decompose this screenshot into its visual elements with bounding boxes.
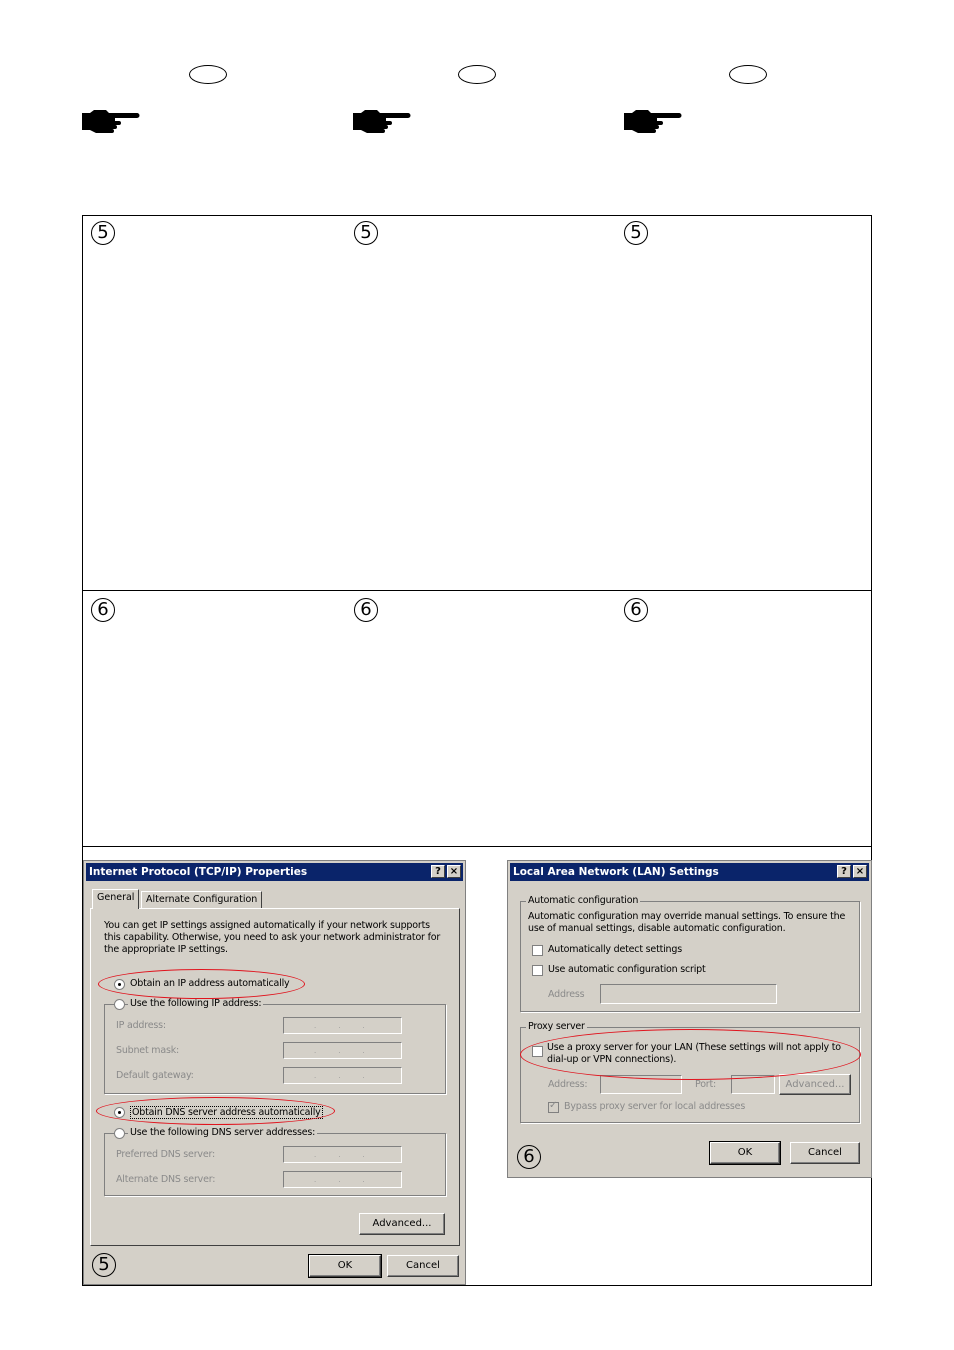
alternate-dns-field[interactable]: ... — [283, 1171, 402, 1188]
highlight-oval — [520, 1029, 861, 1080]
section-divider — [82, 590, 872, 591]
auto-detect-checkbox[interactable] — [532, 945, 543, 956]
script-address-label: Address — [548, 989, 585, 1000]
pointing-hand-icon — [80, 107, 140, 137]
cancel-button[interactable]: Cancel — [387, 1255, 459, 1277]
step-number: 6 — [517, 1145, 541, 1169]
ip-address-label: IP address: — [116, 1020, 166, 1031]
highlight-oval — [98, 969, 305, 999]
use-dns-radio[interactable] — [114, 1128, 125, 1139]
bypass-label[interactable]: Bypass proxy server for local addresses — [564, 1101, 746, 1112]
cancel-button[interactable]: Cancel — [790, 1142, 860, 1164]
tab-general[interactable]: General — [92, 889, 139, 909]
language-marker-2 — [458, 65, 496, 84]
highlight-oval — [96, 1097, 335, 1125]
close-button[interactable]: × — [853, 865, 867, 878]
subnet-mask-label: Subnet mask: — [116, 1045, 180, 1056]
step-number: 5 — [354, 221, 378, 245]
port-label: Port: — [695, 1079, 717, 1090]
step-number: 5 — [624, 221, 648, 245]
ok-button[interactable]: OK — [710, 1142, 780, 1164]
step-number: 6 — [91, 598, 115, 622]
auto-config-text: use of manual settings, disable automatic configuration. — [528, 923, 786, 934]
proxy-address-label: Address: — [548, 1079, 588, 1090]
bypass-checkbox[interactable] — [548, 1102, 559, 1113]
tcpip-properties-dialog — [83, 860, 466, 1285]
step-number: 6 — [354, 598, 378, 622]
use-script-checkbox[interactable] — [532, 965, 543, 976]
step-number: 5 — [91, 221, 115, 245]
default-gateway-label: Default gateway: — [116, 1070, 194, 1081]
alternate-dns-label: Alternate DNS server: — [116, 1174, 216, 1185]
script-address-field[interactable] — [600, 984, 777, 1004]
use-ip-radio[interactable] — [114, 999, 125, 1010]
dialog-title: Internet Protocol (TCP/IP) Properties ? × — [86, 863, 463, 881]
language-marker-3 — [729, 65, 767, 84]
use-proxy-label[interactable]: Use a proxy server for your LAN (These settings will not apply to — [547, 1042, 841, 1053]
auto-config-text: Automatic configuration may override manual settings. To ensure the — [528, 911, 846, 922]
ok-button[interactable]: OK — [309, 1255, 381, 1277]
use-script-label[interactable]: Use automatic configuration script — [548, 964, 706, 975]
use-proxy-label[interactable]: dial-up or VPN connections). — [547, 1054, 677, 1065]
subnet-mask-field[interactable]: ... — [283, 1042, 402, 1059]
close-button[interactable]: × — [447, 865, 461, 878]
ip-address-field[interactable]: ... — [283, 1017, 402, 1034]
preferred-dns-label: Preferred DNS server: — [116, 1149, 216, 1160]
intro-text: this capability. Otherwise, you need to ask your network administrator for — [104, 932, 441, 943]
obtain-ip-label[interactable]: Obtain an IP address automatically — [130, 978, 290, 989]
intro-text: You can get IP settings assigned automatically if your network supports — [104, 920, 430, 931]
default-gateway-field[interactable]: ... — [283, 1067, 402, 1084]
intro-text: the appropriate IP settings. — [104, 944, 228, 955]
advanced-button[interactable]: Advanced... — [359, 1213, 445, 1235]
tab-alternate-configuration[interactable]: Alternate Configuration — [141, 891, 262, 909]
use-ip-label[interactable]: Use the following IP address: — [130, 998, 262, 1009]
proxy-advanced-button[interactable]: Advanced... — [779, 1074, 851, 1095]
help-button[interactable]: ? — [431, 865, 445, 878]
step-number: 6 — [624, 598, 648, 622]
dialog-title: Local Area Network (LAN) Settings ? × — [510, 863, 869, 881]
help-button[interactable]: ? — [837, 865, 851, 878]
pointing-hand-icon — [351, 107, 411, 137]
preferred-dns-field[interactable]: ... — [283, 1146, 402, 1163]
language-marker-1 — [189, 65, 227, 84]
group-label: Automatic configuration — [528, 895, 639, 906]
obtain-dns-label[interactable]: Obtain DNS server address automatically — [132, 1107, 321, 1118]
pointing-hand-icon — [622, 107, 682, 137]
auto-detect-label[interactable]: Automatically detect settings — [548, 944, 682, 955]
group-label: Proxy server — [528, 1021, 585, 1032]
section-divider — [82, 846, 872, 847]
step-number: 5 — [92, 1253, 116, 1277]
use-dns-label[interactable]: Use the following DNS server addresses: — [130, 1127, 316, 1138]
lan-settings-dialog — [507, 860, 872, 1178]
